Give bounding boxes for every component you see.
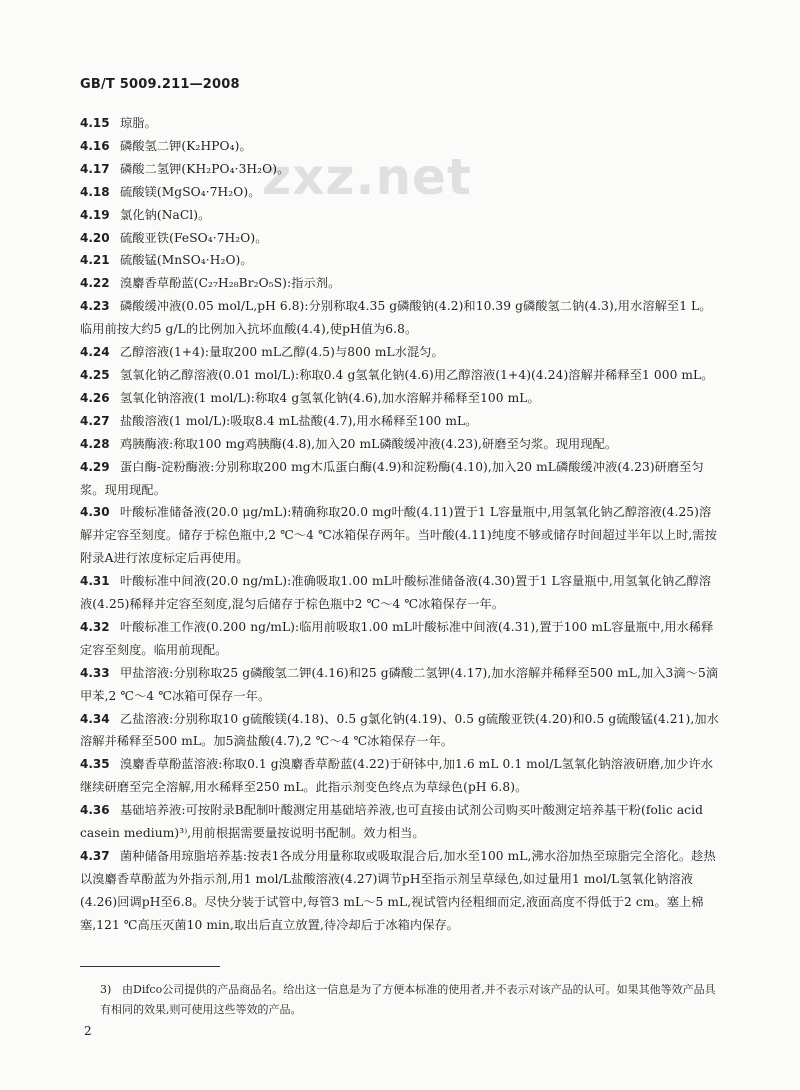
item-number: 4.36 xyxy=(80,803,110,818)
item-number: 4.26 xyxy=(80,390,110,405)
list-item xyxy=(80,433,720,456)
item-text: 蛋白酶-淀粉酶液:分别称取200 mg木瓜蛋白酶(4.9)和淀粉酶(4.10),加入20 mL磷酸缓冲液(4.23)研磨至匀浆。现用现配。 xyxy=(80,459,704,497)
item-text: 氯化钠(NaCl)。 xyxy=(120,207,211,222)
item-number: 4.21 xyxy=(80,253,110,268)
item-text: 溴麝香草酚蓝溶液:称取0.1 g溴麝香草酚蓝(4.22)于研钵中,加1.6 mL 0.1 mol/L氢氧化钠溶液研磨,加少许水继续研磨至完全溶解,用水稀释至250 mL。此指示剂变色终点为草绿色(pH 6.8)。 xyxy=(80,757,714,795)
item-text: 硫酸亚铁(FeSO₄·7H₂O)。 xyxy=(120,230,268,245)
list-item xyxy=(80,799,720,845)
item-text: 氢氧化钠乙醇溶液(0.01 mol/L):称取0.4 g氢氧化钠(4.6)用乙醇溶液(1+4)(4.24)溶解并稀释至1 000 mL。 xyxy=(120,367,714,382)
list-item xyxy=(80,410,720,433)
list-item xyxy=(80,570,720,616)
list-item xyxy=(80,341,720,364)
item-number: 4.18 xyxy=(80,184,110,199)
list-item xyxy=(80,753,720,799)
item-number: 4.16 xyxy=(80,138,110,153)
item-text: 乙醇溶液(1+4):量取200 mL乙醇(4.5)与800 mL水混匀。 xyxy=(120,345,444,360)
item-text: 甲盐溶液:分别称取25 g磷酸氢二钾(4.16)和25 g磷酸二氢钾(4.17),加水溶解并稀释至500 mL,加入3滴～5滴甲苯,2 ℃～4 ℃冰箱可保存一年。 xyxy=(80,665,719,703)
list-item xyxy=(80,204,720,227)
item-text: 叶酸标准储备液(20.0 μg/mL):精确称取20.0 mg叶酸(4.11)置于1 L容量瓶中,用氢氧化钠乙醇溶液(4.25)溶解并定容至刻度。储存于棕色瓶中,2 ℃～4 ℃冰箱保存两年。当叶酸(4.11)纯度不够或储存时间超过半年以上时,需按附录A进行浓度标定后再使用。 xyxy=(80,505,717,566)
footnote-mark: 3) xyxy=(100,983,112,996)
list-item xyxy=(80,387,720,410)
item-text: 氢氧化钠溶液(1 mol/L):称取4 g氢氧化钠(4.6),加水溶解并稀释至100 mL。 xyxy=(120,390,540,405)
item-number: 4.32 xyxy=(80,619,110,634)
item-text: 磷酸缓冲液(0.05 mol/L,pH 6.8):分别称取4.35 g磷酸钠(4.2)和10.39 g磷酸氢二钠(4.3),用水溶解至1 L。临用前按大约5 g/L的比例加入抗坏血酸(4.4),使pH值为6.8。 xyxy=(80,299,712,337)
item-text: 硫酸镁(MgSO₄·7H₂O)。 xyxy=(120,184,261,199)
item-text: 磷酸二氢钾(KH₂PO₄·3H₂O)。 xyxy=(120,161,290,176)
list-item xyxy=(80,845,720,937)
list-item xyxy=(80,616,720,662)
item-text: 磷酸氢二钾(K₂HPO₄)。 xyxy=(120,138,252,153)
footnote-divider xyxy=(80,966,220,967)
item-number: 4.17 xyxy=(80,161,110,176)
item-number: 4.20 xyxy=(80,230,110,245)
item-number: 4.23 xyxy=(80,299,110,314)
item-number: 4.25 xyxy=(80,367,110,382)
item-text: 乙盐溶液:分别称取10 g硫酸镁(4.18)、0.5 g氯化钠(4.19)、0.5 g硫酸亚铁(4.20)和0.5 g硫酸锰(4.21),加水溶解并稀释至500 mL。加5滴盐酸(4.7),2 ℃～4 ℃冰箱保存一年。 xyxy=(80,711,719,749)
footnote xyxy=(100,980,720,1020)
item-number: 4.24 xyxy=(80,345,110,360)
item-number: 4.19 xyxy=(80,207,110,222)
item-number: 4.29 xyxy=(80,459,110,474)
item-text: 叶酸标准工作液(0.200 ng/mL):临用前吸取1.00 mL叶酸标准中间液(4.31),置于100 mL容量瓶中,用水稀释定容至刻度。临用前现配。 xyxy=(80,619,714,657)
item-number: 4.27 xyxy=(80,413,110,428)
list-item xyxy=(80,135,720,158)
watermark: zxz.net xyxy=(262,148,472,206)
list-item xyxy=(80,708,720,754)
item-number: 4.28 xyxy=(80,436,110,451)
list-item xyxy=(80,456,720,502)
item-text: 琼脂。 xyxy=(120,116,157,130)
item-text: 基础培养液:可按附录B配制叶酸测定用基础培养液,也可直接由试剂公司购买叶酸测定培养基干粉(folic acid casein medium)³⁾,用前根据需要量按说明书配制。效力相当。 xyxy=(80,803,704,841)
item-text: 菌种储备用琼脂培养基:按表1各成分用量称取或吸取混合后,加水至100 mL,沸水浴加热至琼脂完全溶化。趁热以溴麝香草酚蓝为外指示剂,用1 mol/L盐酸溶液(4.27)调节pH至指示剂呈草绿色,如过量用1 mol/L氢氧化钠溶液(4.26)回调pH至6.8。尽快分装于试管中,每管3 mL～5 mL,视试管内径粗细而定,液面高度不得低于2 cm。塞上棉塞,121 ℃高压灭菌10 min,取出后直立放置,待冷却后于冰箱内保存。 xyxy=(80,849,716,932)
page-number: 2 xyxy=(84,1024,92,1038)
footnote-text: 由Difco公司提供的产品商品名。给出这一信息是为了方便本标准的使用者,并不表示对该产品的认可。如果其他等效产品具有相同的效果,则可使用这些等效的产品。 xyxy=(100,983,716,1016)
item-number: 4.30 xyxy=(80,505,110,520)
item-number: 4.37 xyxy=(80,849,110,863)
list-item xyxy=(80,272,720,295)
list-item xyxy=(80,501,720,570)
item-number: 4.22 xyxy=(80,276,110,291)
list-item xyxy=(80,112,720,135)
item-text: 鸡胰酶液:称取100 mg鸡胰酶(4.8),加入20 mL磷酸缓冲液(4.23),研磨至匀浆。现用现配。 xyxy=(120,436,618,451)
item-text: 叶酸标准中间液(20.0 ng/mL):准确吸取1.00 mL叶酸标准储备液(4.30)置于1 L容量瓶中,用氢氧化钠乙醇溶液(4.25)稀释并定容至刻度,混匀后储存于棕色瓶中2 ℃～4 ℃冰箱保存一年。 xyxy=(80,574,712,612)
item-text: 硫酸锰(MnSO₄·H₂O)。 xyxy=(120,253,253,268)
item-number: 4.33 xyxy=(80,665,110,680)
item-text: 盐酸溶液(1 mol/L):吸取8.4 mL盐酸(4.7),用水稀释至100 mL。 xyxy=(120,413,478,428)
list-item xyxy=(80,158,720,181)
item-text: 溴麝香草酚蓝(C₂₇H₂₈Br₂O₅S):指示剂。 xyxy=(120,276,341,291)
list-item xyxy=(80,227,720,250)
list-item xyxy=(80,295,720,341)
standard-header: GB/T 5009.211—2008 xyxy=(80,77,240,92)
reagent-list xyxy=(80,112,720,937)
list-item xyxy=(80,364,720,387)
list-item xyxy=(80,249,720,272)
list-item xyxy=(80,662,720,708)
item-number: 4.35 xyxy=(80,757,110,772)
item-number: 4.15 xyxy=(80,116,110,130)
item-number: 4.31 xyxy=(80,574,110,589)
list-item xyxy=(80,181,720,204)
item-number: 4.34 xyxy=(80,711,110,726)
